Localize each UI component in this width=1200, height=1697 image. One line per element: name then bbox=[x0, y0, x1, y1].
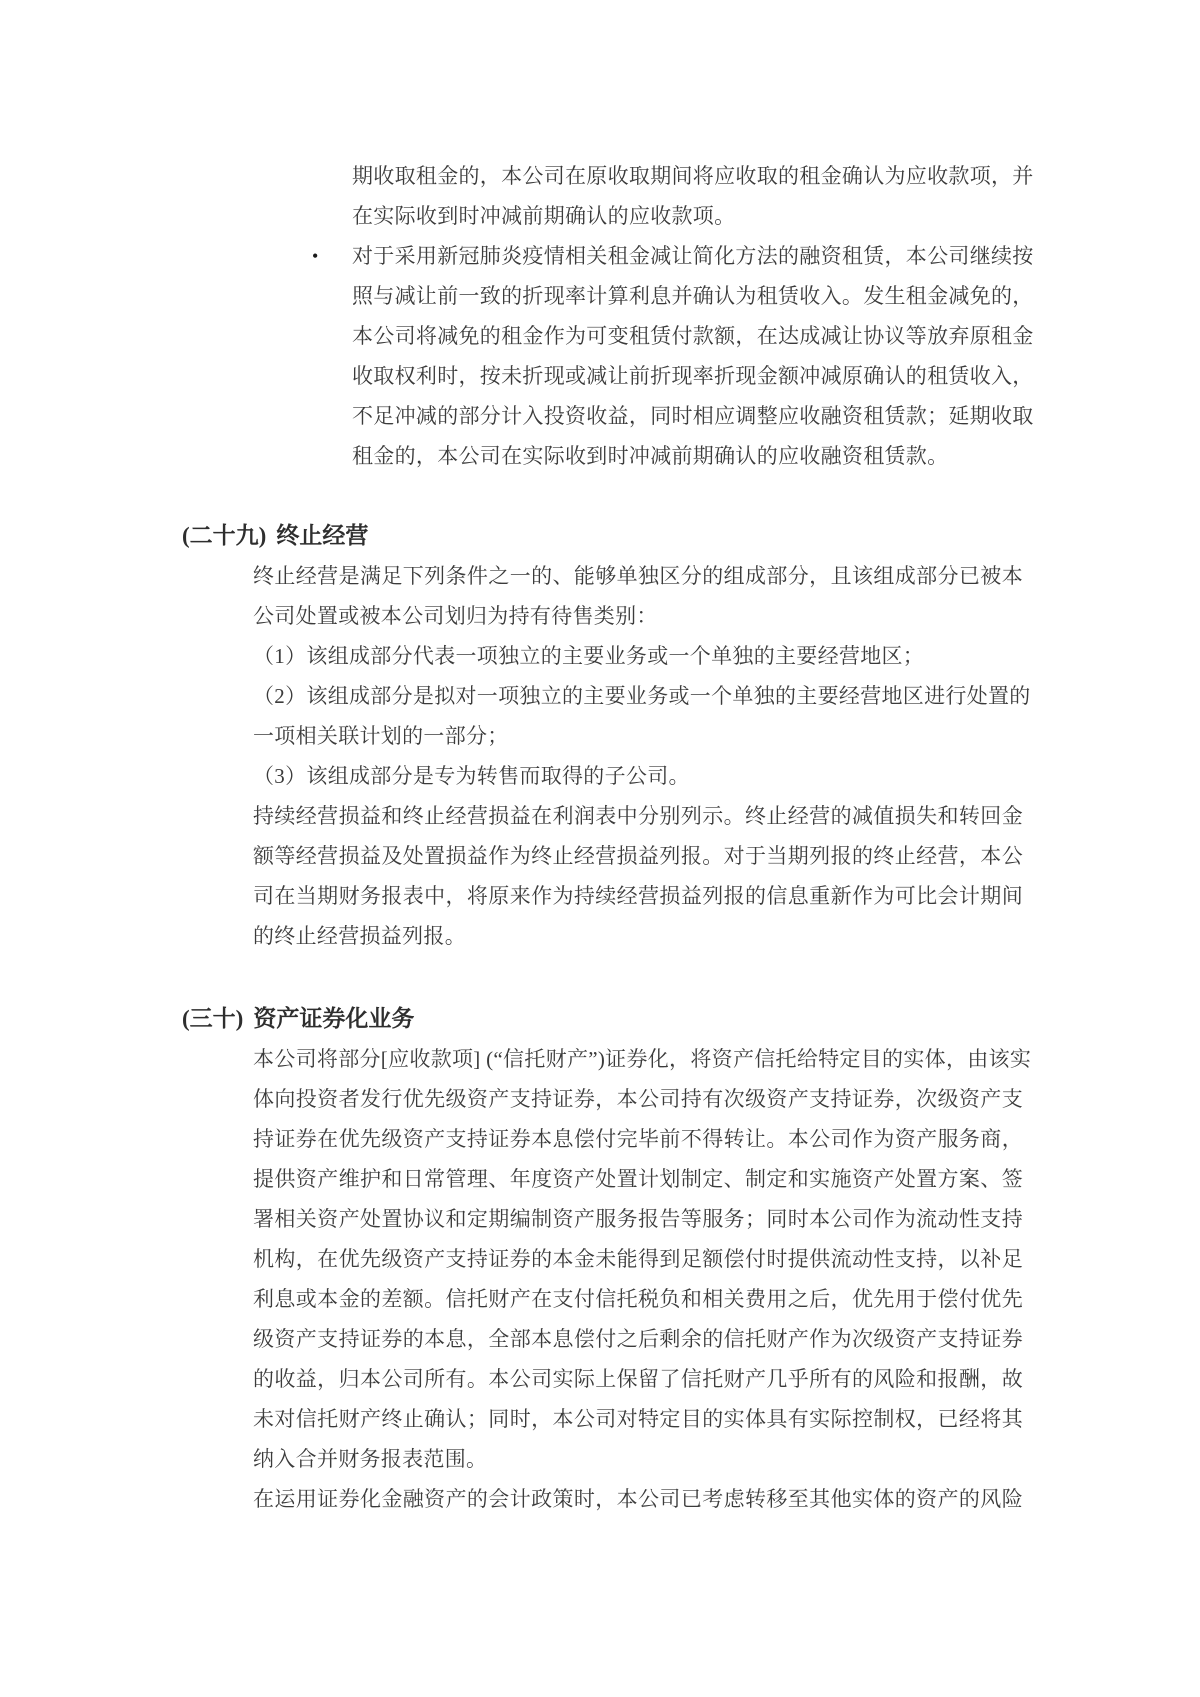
section-heading-discontinued-operations bbox=[182, 516, 1200, 556]
text-line: 级资产支持证券的本息，全部本息偿付之后剩余的信托财产作为次级资产支持证券 bbox=[253, 1327, 1023, 1351]
text-line: 在实际收到时冲减前期确认的应收款项。 bbox=[352, 204, 736, 228]
text-line: （2）该组成部分是拟对一项独立的主要业务或一个单独的主要经营地区进行处置的 bbox=[253, 684, 1031, 708]
section-body-asset-securitization bbox=[253, 1039, 1032, 1519]
bullet-item-covid-rent-concession bbox=[312, 236, 1034, 476]
lease-rent-concession-list bbox=[312, 0, 1034, 476]
text-line: 期收取租金的，本公司在原收取期间将应收取的租金确认为应收款项，并 bbox=[352, 164, 1034, 188]
text-line: 持续经营损益和终止经营损益在利润表中分别列示。终止经营的减值损失和转回金 bbox=[253, 804, 1023, 828]
section-number: (二十九) bbox=[182, 523, 267, 548]
text-line: 照与减让前一致的折现率计算利息并确认为租赁收入。发生租金减免的， bbox=[352, 284, 1034, 308]
text-line: 未对信托财产终止确认；同时，本公司对特定目的实体具有实际控制权，已经将其 bbox=[253, 1407, 1023, 1431]
bullet-icon: • bbox=[312, 246, 319, 266]
text-line: 本公司将部分[应收款项] (“信托财产”)证券化，将资产信托给特定目的实体，由该实 bbox=[253, 1047, 1032, 1071]
section-number: (三十) bbox=[182, 1006, 244, 1031]
text-line: 纳入合并财务报表范围。 bbox=[253, 1447, 488, 1471]
text-line: （3）该组成部分是专为转售而取得的子公司。 bbox=[253, 764, 690, 788]
text-line: 的收益，归本公司所有。本公司实际上保留了信托财产几乎所有的风险和报酬，故 bbox=[253, 1367, 1023, 1391]
text-line: 持证券在优先级资产支持证券本息偿付完毕前不得转让。本公司作为资产服务商， bbox=[253, 1127, 1023, 1151]
text-line: 署相关资产处置协议和定期编制资产服务报告等服务；同时本公司作为流动性支持 bbox=[253, 1207, 1023, 1231]
text-line: 对于采用新冠肺炎疫情相关租金减让简化方法的融资租赁，本公司继续按 bbox=[352, 244, 1034, 268]
section-title: 资产证券化业务 bbox=[253, 1006, 415, 1031]
text-line: 体向投资者发行优先级资产支持证券，本公司持有次级资产支持证券，次级资产支 bbox=[253, 1087, 1023, 1111]
text-line: 提供资产维护和日常管理、年度资产处置计划制定、制定和实施资产处置方案、签 bbox=[253, 1167, 1023, 1191]
text-line: 在运用证券化金融资产的会计政策时，本公司已考虑转移至其他实体的资产的风险 bbox=[253, 1487, 1023, 1511]
text-line: 机构，在优先级资产支持证券的本金未能得到足额偿付时提供流动性支持，以补足 bbox=[253, 1247, 1023, 1271]
text-line: 租金的，本公司在实际收到时冲减前期确认的应收融资租赁款。 bbox=[352, 444, 949, 468]
text-line: 本公司将减免的租金作为可变租赁付款额，在达成减让协议等放弃原租金 bbox=[352, 324, 1034, 348]
paragraph-continuation bbox=[352, 156, 1034, 236]
text-line: 的终止经营损益列报。 bbox=[253, 924, 466, 948]
text-line: 终止经营是满足下列条件之一的、能够单独区分的组成部分，且该组成部分已被本 bbox=[253, 564, 1023, 588]
text-line: （1）该组成部分代表一项独立的主要业务或一个单独的主要经营地区； bbox=[253, 644, 925, 668]
text-line: 收取权利时，按未折现或减让前折现率折现金额冲减原确认的租赁收入， bbox=[352, 364, 1034, 388]
text-line: 司在当期财务报表中，将原来作为持续经营损益列报的信息重新作为可比会计期间 bbox=[253, 884, 1023, 908]
section-heading-asset-securitization bbox=[182, 999, 1200, 1039]
text-line: 额等经营损益及处置损益作为终止经营损益列报。对于当期列报的终止经营，本公 bbox=[253, 844, 1023, 868]
section-title: 终止经营 bbox=[276, 523, 369, 548]
text-line: 一项相关联计划的一部分； bbox=[253, 724, 509, 748]
text-line: 利息或本金的差额。信托财产在支付信托税负和相关费用之后，优先用于偿付优先 bbox=[253, 1287, 1023, 1311]
text-line: 不足冲减的部分计入投资收益，同时相应调整应收融资租赁款；延期收取 bbox=[352, 404, 1034, 428]
text-line: 公司处置或被本公司划归为持有待售类别： bbox=[253, 604, 658, 628]
section-body-discontinued-operations bbox=[253, 556, 1031, 956]
